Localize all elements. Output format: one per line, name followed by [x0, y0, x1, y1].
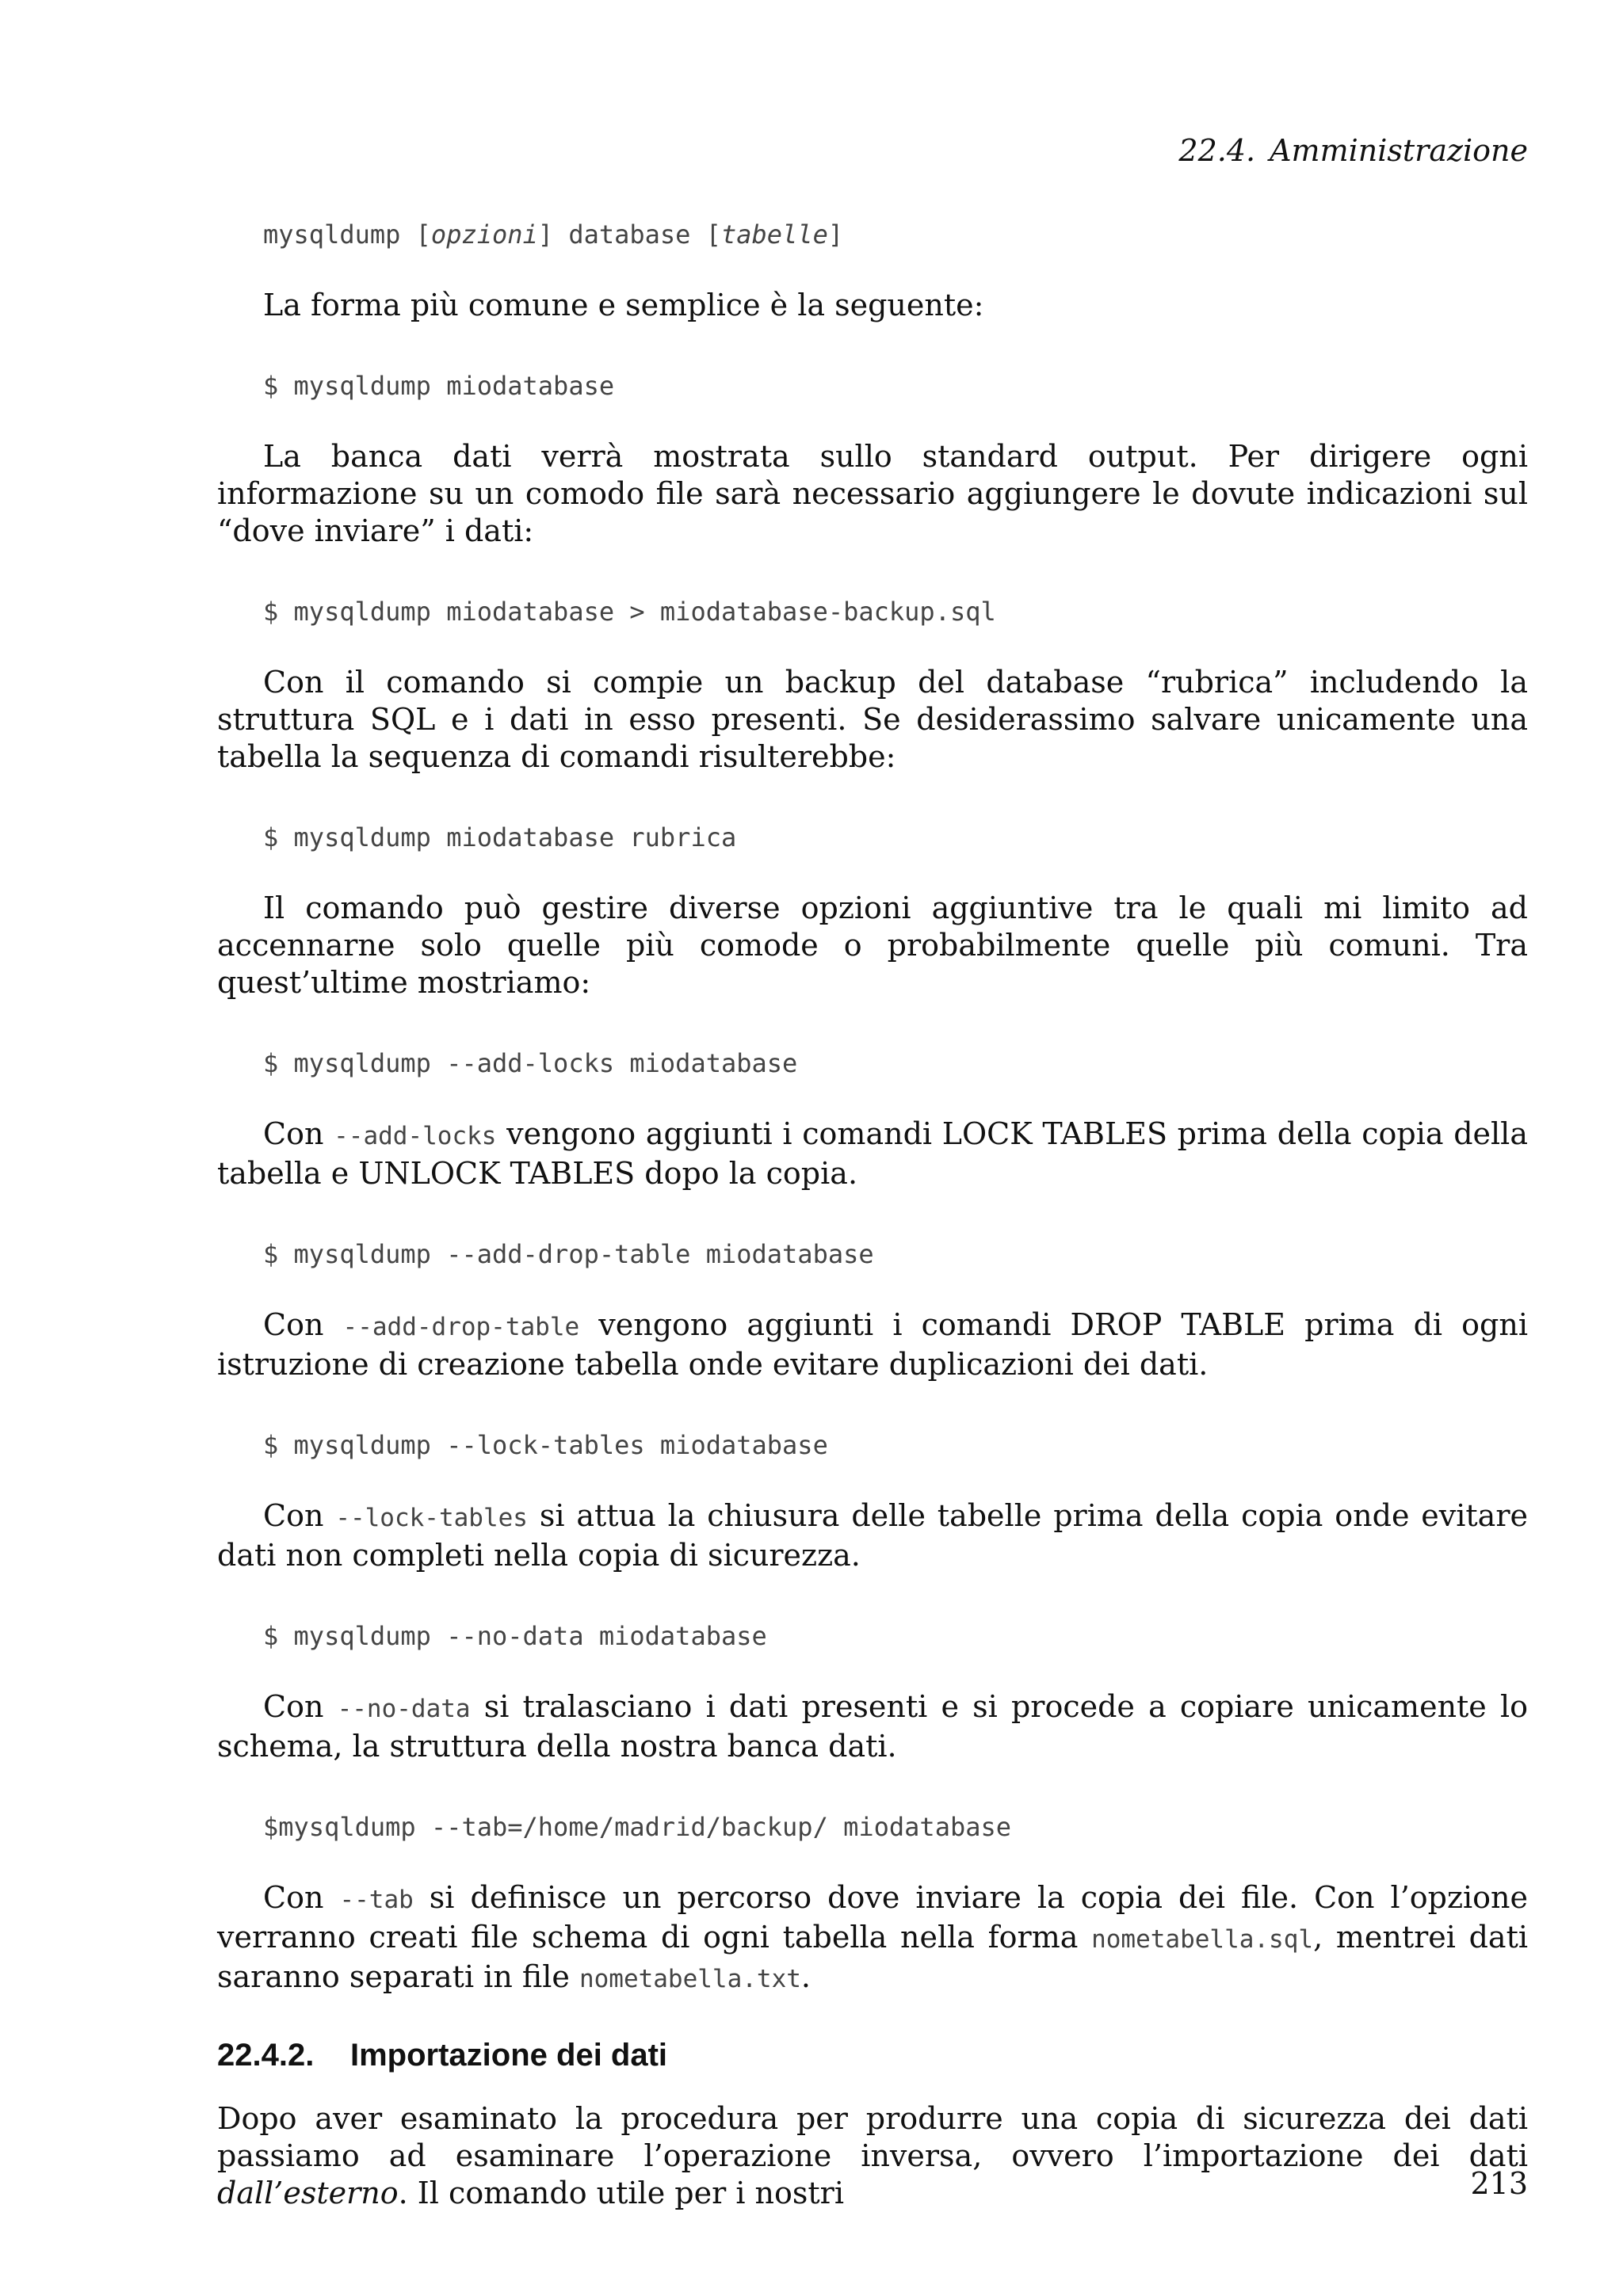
option-tab: --tab — [339, 1886, 414, 1914]
option-lock-tables: --lock-tables — [335, 1504, 528, 1532]
syntax-tables: tabelle — [720, 219, 828, 250]
syntax-mid: ] database [ — [537, 219, 721, 250]
code-line-4: $ mysqldump --add-locks miodatabase — [263, 1048, 798, 1078]
paragraph-9: Con --tab si definisce un percorso dove inviare la copia dei file. Con l’opzione verranno creati file schema di ogni tabella nella forma nometabella.sql, mentrei dati saranno separati in file nometabella.txt. — [217, 1880, 1528, 1994]
syntax-end: ] — [827, 219, 844, 250]
header-section-title: Amministrazione — [1270, 133, 1528, 168]
code-line-2: $ mysqldump miodatabase > miodatabase-backup.sql — [263, 597, 996, 627]
header-section-number: 22.4. — [1178, 133, 1256, 168]
code-line-1: $ mysqldump miodatabase — [263, 371, 615, 401]
code-line-5: $ mysqldump --add-drop-table miodatabase — [263, 1239, 874, 1269]
section-title: Importazione dei dati — [350, 2038, 668, 2073]
paragraph-6: Con --add-drop-table vengono aggiunti i comandi DROP TABLE prima di ogni istruzione di creazione tabella onde evitare duplicazioni dei dati. — [217, 1307, 1528, 1382]
option-no-data: --no-data — [337, 1695, 471, 1723]
paragraph-10: Dopo aver esaminato la procedura per produrre una copia di sicurezza dei dati passiamo ad esaminare l’operazione inversa, ovvero l’importazione dei dati dall’esterno. Il comando utile per i nostri — [217, 2101, 1528, 2210]
paragraph-5: Con --add-locks vengono aggiunti i comandi LOCK TABLES prima della copia della tabella e UNLOCK TABLES dopo la copia. — [217, 1116, 1528, 1191]
syntax-options: opzioni — [430, 219, 538, 250]
paragraph-4: Il comando può gestire diverse opzioni aggiuntive tra le quali mi limito ad accennarne solo quelle più comode o probabilmente quelle più comuni. Tra quest’ultime mostriamo: — [217, 891, 1528, 1000]
section-number: 22.4.2. — [217, 2038, 315, 2073]
code-line-6: $ mysqldump --lock-tables miodatabase — [263, 1430, 828, 1460]
paragraph-2: La banca dati verrà mostrata sullo standard output. Per dirigere ogni informazione su un comodo file sarà necessario aggiungere le dovute indicazioni sul “dove inviare” i dati: — [217, 439, 1528, 548]
running-header — [1164, 133, 1528, 168]
code-line-7: $ mysqldump --no-data miodatabase — [263, 1621, 767, 1651]
file-txt: nometabella.txt — [579, 1965, 801, 1993]
section-heading — [217, 2038, 1528, 2073]
page-number: 213 — [1470, 2166, 1528, 2201]
paragraph-7: Con --lock-tables si attua la chiusura delle tabelle prima della copia onde evitare dati non completi nella copia di sicurezza. — [217, 1498, 1528, 1573]
syntax-cmd: mysqldump [ — [263, 219, 431, 250]
code-line-8: $mysqldump --tab=/home/madrid/backup/ miodatabase — [263, 1812, 1012, 1842]
file-sql: nometabella.sql — [1091, 1925, 1314, 1954]
paragraph-3: Con il comando si compie un backup del database “rubrica” includendo la struttura SQL e i dati in esso presenti. Se desiderassimo salvare unicamente una tabella la sequenza di comandi risulterebbe: — [217, 665, 1528, 774]
syntax-line — [217, 219, 1528, 250]
paragraph-8: Con --no-data si tralasciano i dati presenti e si procede a copiare unicamente lo schema, la struttura della nostra banca dati. — [217, 1689, 1528, 1764]
code-line-3: $ mysqldump miodatabase rubrica — [263, 822, 737, 852]
page-body — [217, 219, 1528, 2212]
paragraph-1: La forma più comune e semplice è la seguente: — [263, 288, 984, 322]
emphasis-dallesterno: dall’esterno — [217, 2176, 399, 2210]
option-add-drop-table: --add-drop-table — [342, 1313, 580, 1341]
option-add-locks: --add-locks — [334, 1122, 497, 1150]
